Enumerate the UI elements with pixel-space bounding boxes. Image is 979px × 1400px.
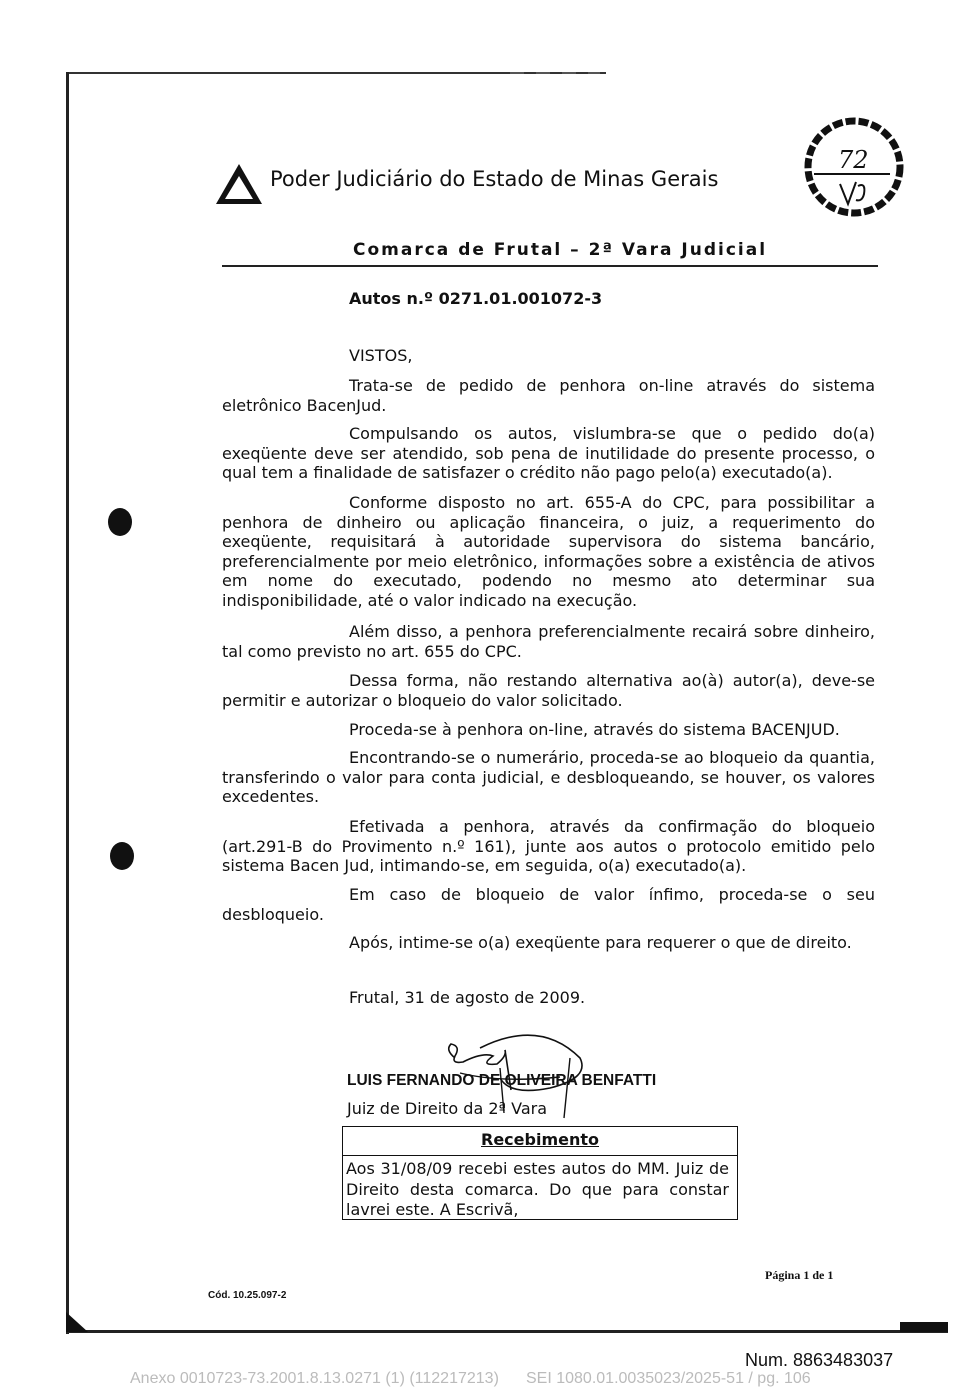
receipt-text: Aos 31/08/09 recebi estes autos do MM. Juiz de Direito desta comarca. Do que para constar lavrei este. A Escrivã, [346, 1159, 729, 1219]
paragraph-1: Trata-se de pedido de penhora on-line através do sistema eletrônico BacenJud. [222, 376, 875, 415]
document-number: Num. 8863483037 [745, 1350, 894, 1370]
paragraph-9: Em caso de bloqueio de valor ínfimo, proceda-se o seu desbloqueio. [222, 885, 875, 924]
paragraph-8: Efetivada a penhora, através da confirmação do bloqueio (art.291-B do Provimento n.º 161), junte aos autos o protocolo emitido pelo sistema Bacen Jud, intimando-se, em seguida, o(a) executado(a). [222, 817, 875, 876]
judge-name: LUIS FERNANDO DE OLIVEIRA BENFATTI [347, 1072, 657, 1089]
paragraph-10: Após, intime-se o(a) exeqüente para requerer o que de direito. [349, 933, 852, 952]
paragraph-6: Proceda-se à penhora on-line, através do sistema BACENJUD. [349, 720, 840, 739]
court-seal-stamp-icon [800, 112, 908, 222]
paragraph-7: Encontrando-se o numerário, proceda-se ao bloqueio da quantia, transferindo o valor para conta judicial, e desbloqueando, se houver, os valores excedentes. [222, 748, 875, 807]
receipt-box [342, 1126, 738, 1220]
form-code: Cód. 10.25.097-2 [208, 1290, 287, 1301]
sei-reference: SEI 1080.01.0035023/2025-51 / pg. 106 [526, 1370, 811, 1387]
stamp-number: 72 [838, 146, 869, 174]
judge-role: Juiz de Direito da 2ª Vara [347, 1099, 548, 1118]
paragraph-2: Compulsando os autos, vislumbra-se que o pedido do(a) exeqüente deve ser atendido, sob pena de inutilidade do presente processo, o qual tem a finalidade de satisfazer o crédito não pago pelo(a) executado(a). [222, 424, 875, 483]
page-number: Página 1 de 1 [765, 1268, 834, 1282]
triangle-logo-icon [214, 162, 264, 206]
page-frame-left [66, 72, 69, 1334]
paragraph-4: Além disso, a penhora preferencialmente recairá sobre dinheiro, tal como previsto no art. 655 do CPC. [222, 622, 875, 661]
receipt-divider [343, 1155, 737, 1156]
comarca-title: Comarca de Frutal – 2ª Vara Judicial [353, 240, 768, 260]
case-number: Autos n.º 0271.01.001072-3 [349, 289, 603, 308]
punch-hole [110, 842, 134, 870]
page-frame-top-dashes [510, 72, 600, 74]
page-frame-bottom [66, 1330, 948, 1333]
scan-corner-mark-right [900, 1322, 948, 1332]
paragraph-5: Dessa forma, não restando alternativa ao(à) autor(a), deve-se permitir e autorizar o bloqueio do valor solicitado. [222, 671, 875, 710]
header-divider [222, 265, 878, 267]
date-line: Frutal, 31 de agosto de 2009. [349, 988, 586, 1007]
court-name: Poder Judiciário do Estado de Minas Gerais [270, 167, 719, 191]
scan-corner-mark [66, 1312, 88, 1332]
greeting: VISTOS, [349, 346, 413, 365]
receipt-title: Recebimento [481, 1130, 599, 1149]
annex-reference: Anexo 0010723-73.2001.8.13.0271 (1) (112217213) [130, 1370, 499, 1387]
punch-hole [108, 508, 132, 536]
paragraph-3: Conforme disposto no art. 655-A do CPC, para possibilitar a penhora de dinheiro ou aplicação financeira, o juiz, a requerimento do exeqüente, requisitará à autoridade supervisora do sistema bancário, preferencialmente por meio eletrônico, informações sobre a existência de ativos em nome do executado, podendo no mesmo ato determinar sua indisponibilidade, até o valor indicado na execução. [222, 493, 875, 610]
